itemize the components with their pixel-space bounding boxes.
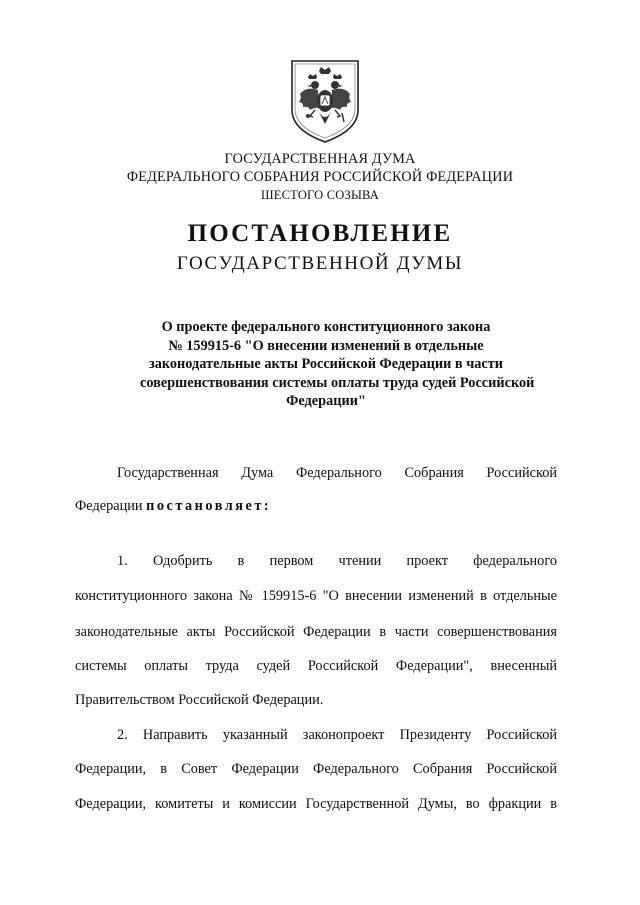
header-line-3: ШЕСТОГО СОЗЫВА [260,188,380,202]
subject-line: совершенствования системы оплаты труда судей Российской [140,374,535,391]
document-title: ПОСТАНОВЛЕНИЕ [187,220,453,247]
subject-line: О проекте федерального конституционного закона [161,319,491,335]
item-2-line: Федерации, комитеты и комиссии Государственной Думы, во фракции в [75,796,557,812]
subject-line: законодательные акты Российской Федерации в части [148,356,504,372]
preamble-line: Государственная Дума Федерального Собрания Российской [117,465,557,481]
item-2-line: 2. Направить указанный законопроект Президенту Российской [117,727,557,743]
item-2-line: Федерации, в Совет Федерации Федерального Собрания Российской [75,761,557,777]
subject-line: Федерации" [286,393,366,409]
preamble-text: Федерации [75,498,143,514]
subject-line: № 159915-6 "О внесении изменений в отдельные [168,337,484,354]
document-subtitle: ГОСУДАРСТВЕННОЙ ДУМЫ [176,253,464,274]
header-line-2: ФЕДЕРАЛЬНОГО СОБРАНИЯ РОССИЙСКОЙ ФЕДЕРАЦИИ [126,169,514,185]
header-line-1: ГОСУДАРСТВЕННАЯ ДУМА [224,151,416,167]
item-1-line: Правительством Российской Федерации. [75,692,324,708]
preamble-line [75,498,557,515]
coat-of-arms-emblem-icon [288,58,362,144]
item-1-line: конституционного закона № 159915-6 "О внесении изменений в отдельные [75,588,557,604]
item-1-line: 1. Одобрить в первом чтении проект федерального [117,553,557,569]
resolves-keyword: постановляет: [146,498,272,514]
resolution-subject [140,318,535,411]
item-1-line: законодательные акты Российской Федерации в части совершенствования [75,624,557,640]
item-1-line: системы оплаты труда судей Российской Федерации", внесенный [75,658,557,674]
